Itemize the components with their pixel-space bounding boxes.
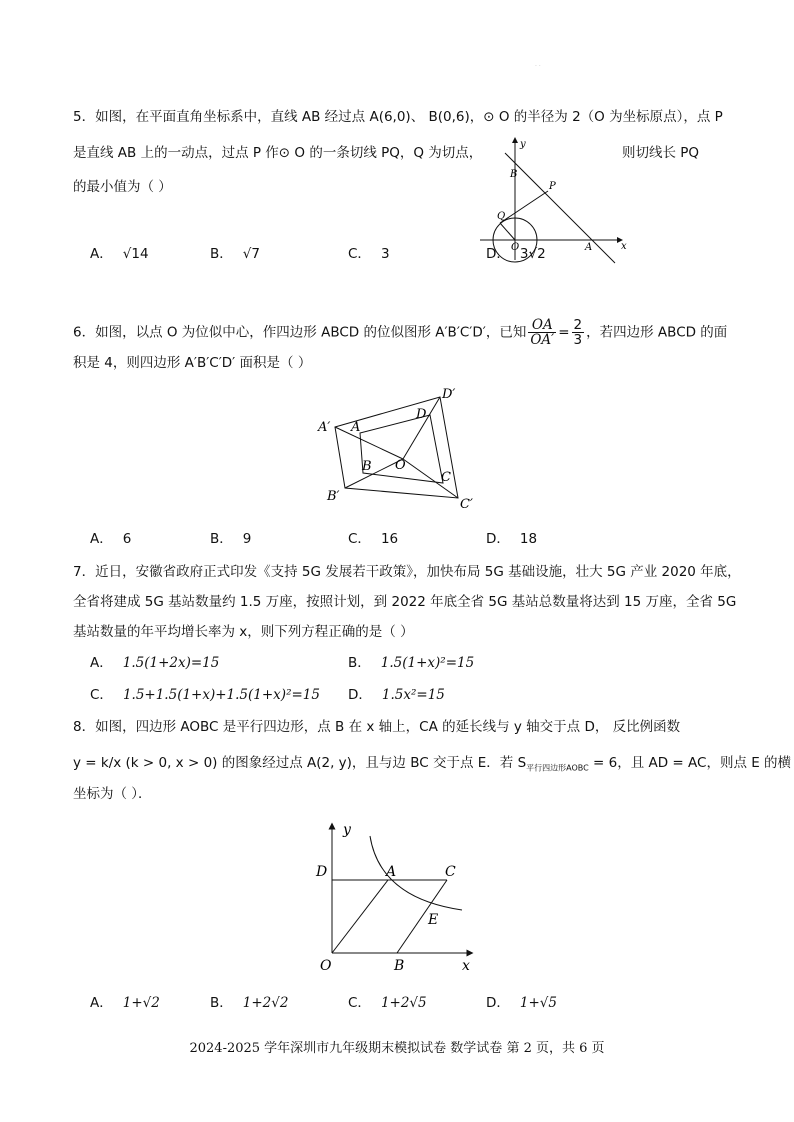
q6-option-a[interactable]: A． 6 [90, 531, 132, 547]
q7-line3: 基站数量的年平均增长率为 x，则下列方程正确的是（ ） [73, 624, 414, 640]
q8-label-x: x [462, 958, 470, 974]
q8-line1: 8．如图，四边形 AOBC 是平行四边形，点 B 在 x 轴上，CA 的延长线与 y 轴交于点 D， 反比例函数 [73, 719, 681, 735]
q6-label-b1: B′ [327, 489, 340, 504]
q6-label-c1: C′ [460, 497, 473, 512]
q6-figure [315, 385, 485, 510]
q5-label-p: P [549, 181, 556, 192]
q6-label-c: C [441, 470, 451, 485]
q8-label-c: C [445, 864, 456, 880]
q6-line2: 积是 4，则四边形 A′B′C′D′ 面积是（ ） [73, 355, 312, 371]
q6-line1a: 6．如图，以点 O 为位似中心，作四边形 ABCD 的位似图形 A′B′C′D′，已知 [73, 324, 527, 341]
q7-option-d[interactable]: D． 1.5x²=15 [348, 687, 445, 703]
q7-line1: 7．近日，安徽省政府正式印发《支持 5G 发展若干政策》，加快布局 5G 基础设施，壮大 5G 产业 2020 年底， [73, 564, 741, 580]
q6-fraction-eq: = [558, 324, 570, 341]
q8-label-d: D [316, 864, 328, 880]
q5-figure [475, 135, 635, 265]
q5-segment-oq [500, 223, 515, 240]
q5-line1: 5．如图，在平面直角坐标系中，直线 AB 经过点 A(6,0)、 B(0,6)，⊙ O 的半径为 2（O 为坐标原点），点 P [73, 109, 723, 125]
q5-option-a[interactable]: A． √14 [90, 246, 149, 262]
q5-label-q: Q [497, 211, 506, 222]
q8-label-b: B [394, 958, 405, 974]
q6-label-a: A [351, 420, 361, 435]
q5-line-ab [505, 153, 615, 263]
q6-line1 [73, 318, 727, 347]
q7-option-a[interactable]: A． 1.5(1+2x)=15 [90, 655, 220, 671]
q8-option-b[interactable]: B． 1+2√2 [210, 995, 289, 1011]
q8-option-c[interactable]: C． 1+2√5 [348, 995, 427, 1011]
q6-label-o: O [395, 458, 406, 473]
q8-option-d[interactable]: D． 1+√5 [486, 995, 557, 1011]
q8-option-a[interactable]: A． 1+√2 [90, 995, 160, 1011]
q6-label-d: D [416, 407, 427, 422]
q7-line2: 全省将建成 5G 基站数量约 1.5 万座，按照计划，到 2022 年底全省 5G 基站总数量将达到 15 万座，全省 5G [73, 594, 737, 610]
q8-label-e: E [428, 912, 439, 928]
q8-line2b: = 6，且 AD = AC，则点 E 的横 [588, 755, 792, 771]
q5-segment-pq [500, 191, 548, 223]
q5-label-y: y [520, 139, 526, 150]
q5-label-a: A [585, 242, 593, 253]
q8-line2a: y = k/x (k > 0, x > 0) 的图象经过点 A(2, y)，且与边 BC 交于点 E．若 S [73, 755, 527, 771]
q6-ray-a [335, 427, 403, 459]
q6-option-d[interactable]: D． 18 [486, 531, 538, 547]
q6-label-b: B [362, 459, 372, 474]
q8-label-o: O [320, 958, 332, 974]
q8-line3: 坐标为（ ）． [73, 786, 152, 802]
q8-segment-bc [397, 880, 447, 953]
q7-option-b[interactable]: B． 1.5(1+x)²=15 [348, 655, 475, 671]
q8-label-a: A [386, 864, 397, 880]
q7-option-c[interactable]: C． 1.5+1.5(1+x)+1.5(1+x)²=15 [90, 687, 320, 703]
q6-option-b[interactable]: B． 9 [210, 531, 252, 547]
q6-fraction-value: $\frac{2}{3}$ [573, 317, 583, 348]
scan-dot: · · [535, 63, 541, 70]
q6-line1b: ，若四边形 ABCD 的面 [586, 324, 728, 341]
q6-fraction-ratio: $\frac{OA}{OA'}$ [530, 317, 555, 348]
q5-line2b: 则切线长 PQ [622, 145, 700, 161]
q5-line3: 的最小值为（ ） [73, 179, 172, 195]
q8-label-y: y [343, 822, 351, 838]
q8-line2 [73, 754, 791, 778]
q5-option-c[interactable]: C． 3 [348, 246, 390, 262]
page-footer: 2024-2025 学年深圳市九年级期末模拟试卷 数学试卷 第 2 页，共 6 页 [189, 1041, 605, 1056]
q6-option-c[interactable]: C． 16 [348, 531, 399, 547]
q8-figure [312, 818, 482, 978]
q6-label-a1: A′ [318, 420, 331, 435]
q5-option-d[interactable]: D． 3√2 [486, 246, 546, 262]
q8-segment-oa [332, 880, 388, 953]
q8-area-subscript: 平行四边形AOBC [526, 763, 589, 773]
q5-label-x: x [621, 241, 627, 252]
q5-label-o: O [511, 242, 520, 253]
q6-label-d1: D′ [442, 387, 456, 402]
q5-line2a: 是直线 AB 上的一动点，过点 P 作⊙ O 的一条切线 PQ，Q 为切点， [73, 145, 483, 161]
q5-label-b: B [510, 169, 518, 180]
q5-option-b[interactable]: B． √7 [210, 246, 260, 262]
